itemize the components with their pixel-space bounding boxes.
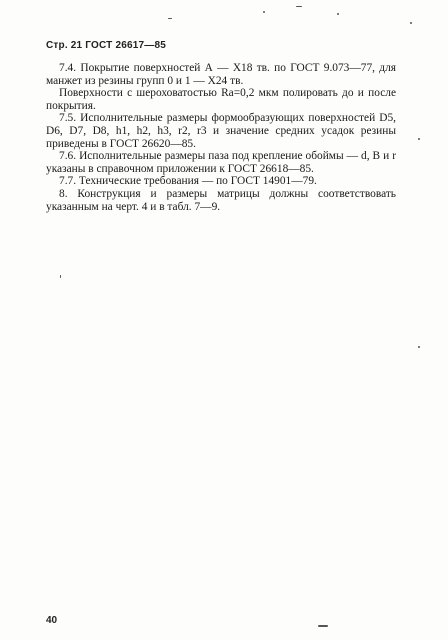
paragraph-7-6: 7.6. Исполнительные размеры паза под крепление обоймы — d, B и r указаны в справочном приложении к ГОСТ 26618—85. [46, 150, 396, 175]
body-text [46, 62, 396, 213]
scan-speck [410, 22, 412, 24]
page-header: Стр. 21 ГОСТ 26617—85 [46, 40, 166, 51]
paragraph-7-7: 7.7. Технические требования — по ГОСТ 14901—79. [59, 175, 317, 188]
paragraph-8: 8. Конструкция и размеры матрицы должны соответствовать указанным на черт. 4 и в табл. 7—9. [46, 187, 396, 213]
page-number: 40 [46, 615, 58, 626]
scan-speck [168, 18, 172, 19]
scan-speck [418, 346, 420, 348]
scan-speck [337, 13, 339, 15]
scan-speck [418, 138, 420, 140]
scan-speck [263, 11, 265, 13]
scan-speck [296, 6, 302, 7]
scan-speck [60, 275, 61, 278]
paragraph-7-5: 7.5. Исполнительные размеры формообразующих поверхностей D5, D6, D7, D8, h1, h2, h3, r2, r3 и значение средних усадок резины приведены в ГОСТ 26620—85. [46, 112, 396, 150]
scan-speck [318, 625, 328, 627]
paragraph-7-4: 7.4. Покрытие поверхностей А — Х18 тв. по ГОСТ 9.073—77, для манжет из резины групп 0 и 1 — Х24 тв. [46, 62, 396, 87]
paragraph-7-4-roughness: Поверхности с шероховатостью Ra=0,2 мкм полировать до и после покрытия. [46, 87, 396, 112]
